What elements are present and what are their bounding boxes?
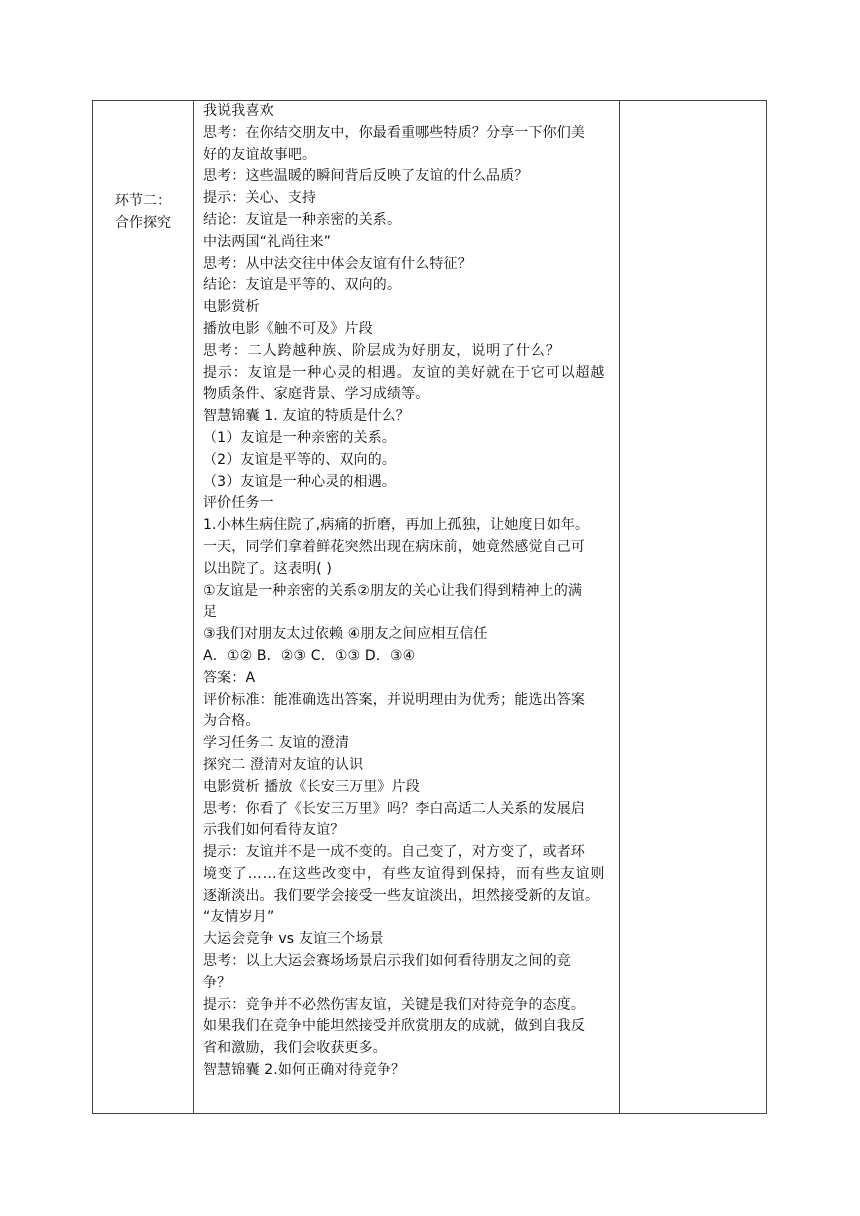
text-line: 思考：以上大运会赛场场景启示我们如何看待朋友之间的竞 xyxy=(203,953,571,970)
text-line: 播放电影《触不可及》片段 xyxy=(203,320,373,337)
text-line: 思考：这些温暖的瞬间背后反映了友谊的什么品质？ xyxy=(203,168,529,185)
content-cell xyxy=(194,101,620,1114)
text-line: （2）友谊是平等的、双向的。 xyxy=(203,451,397,468)
text-line: 思考：从中法交往中体会友谊有什么特征？ xyxy=(203,255,472,272)
text-line: 结论：友谊是平等的、双向的。 xyxy=(203,277,402,294)
text-line: 提示：关心、支持 xyxy=(203,190,317,207)
text-line: A．①② B．②③ C．①③ D．③④ xyxy=(203,647,416,664)
text-line: （3）友谊是一种心灵的相遇。 xyxy=(203,473,397,490)
text-line: （1）友谊是一种亲密的关系。 xyxy=(203,429,397,446)
text-line: 电影赏析 xyxy=(203,299,260,316)
text-line: 示我们如何看待友谊？ xyxy=(203,822,345,839)
text-line: 足 xyxy=(203,604,218,621)
text-line: 一天，同学们拿着鲜花突然出现在病床前，她竟然感觉自己可 xyxy=(203,538,586,555)
text-line: ①友谊是一种亲密的关系②朋友的关心让我们得到精神上的满 xyxy=(203,582,583,599)
text-line: 提示：友谊并不是一成不变的。自己变了，对方变了，或者环 xyxy=(203,844,586,861)
text-line: 思考：在你结交朋友中，你最看重哪些特质？分享一下你们美 xyxy=(203,124,586,141)
lesson-plan-table xyxy=(92,100,767,1114)
text-line: 如果我们在竞争中能坦然接受并欣赏朋友的成就，做到自我反 xyxy=(203,1018,586,1035)
content-lines xyxy=(203,101,613,1082)
text-line: 提示：竞争并不必然伤害友谊，关键是我们对待竞争的态度。 xyxy=(203,996,586,1013)
text-line: 以出院了。这表明( ) xyxy=(203,560,333,577)
text-line: 思考：你看了《长安三万里》吗？李白高适二人关系的发展启 xyxy=(203,800,586,817)
text-line: 探究二 澄清对友谊的认识 xyxy=(203,756,364,773)
text-line: 中法两国“礼尚往来” xyxy=(203,233,332,250)
text-line: 思考：二人跨越种族、阶层成为好朋友，说明了什么？ xyxy=(203,342,561,359)
text-line: 评价任务一 xyxy=(203,495,274,512)
text-line: 结论：友谊是一种亲密的关系。 xyxy=(203,211,402,228)
text-line: 境变了……在这些改变中，有些友谊得到保持，而有些友谊则 xyxy=(203,865,606,882)
text-line: 答案：A xyxy=(203,669,256,686)
text-line: 为合格。 xyxy=(203,713,260,730)
text-line: 学习任务二 友谊的澄清 xyxy=(203,735,350,752)
table-row xyxy=(93,101,767,1114)
text-line: 智慧锦囊 2.如何正确对待竞争？ xyxy=(203,1062,406,1079)
text-line: 电影赏析 播放《长安三万里》片段 xyxy=(203,778,420,795)
text-line: 争？ xyxy=(203,974,232,991)
stage-label-line: 合作探究 xyxy=(115,215,171,231)
text-line: 提示：友谊是一种心灵的相遇。友谊的美好就在于它可以超越 xyxy=(203,364,606,381)
text-line: 智慧锦囊 1. 友谊的特质是什么？ xyxy=(203,408,410,425)
text-line: 物质条件、家庭背景、学习成绩等。 xyxy=(203,386,430,403)
stage-label-line: 环节二： xyxy=(115,193,171,209)
text-line: 我说我喜欢 xyxy=(203,103,274,119)
notes-cell xyxy=(620,101,767,1114)
text-line: 好的友谊故事吧。 xyxy=(203,146,317,163)
text-line: 评价标准：能准确选出答案，并说明理由为优秀；能选出答案 xyxy=(203,691,586,708)
text-line: 逐渐淡出。我们要学会接受一些友谊淡出，坦然接受新的友谊。 xyxy=(203,887,600,904)
stage-cell xyxy=(93,101,194,1114)
text-line: 省和激励，我们会收获更多。 xyxy=(203,1040,387,1057)
text-line: 1.小林生病住院了,病痛的折磨，再加上孤独，让她度日如年。 xyxy=(203,517,590,534)
text-line: 大运会竞争 vs 友谊三个场景 xyxy=(203,931,384,948)
text-line: “友情岁月” xyxy=(203,909,275,926)
stage-label xyxy=(93,190,193,234)
text-line: ③我们对朋友太过依赖 ④朋友之间应相互信任 xyxy=(203,626,488,643)
